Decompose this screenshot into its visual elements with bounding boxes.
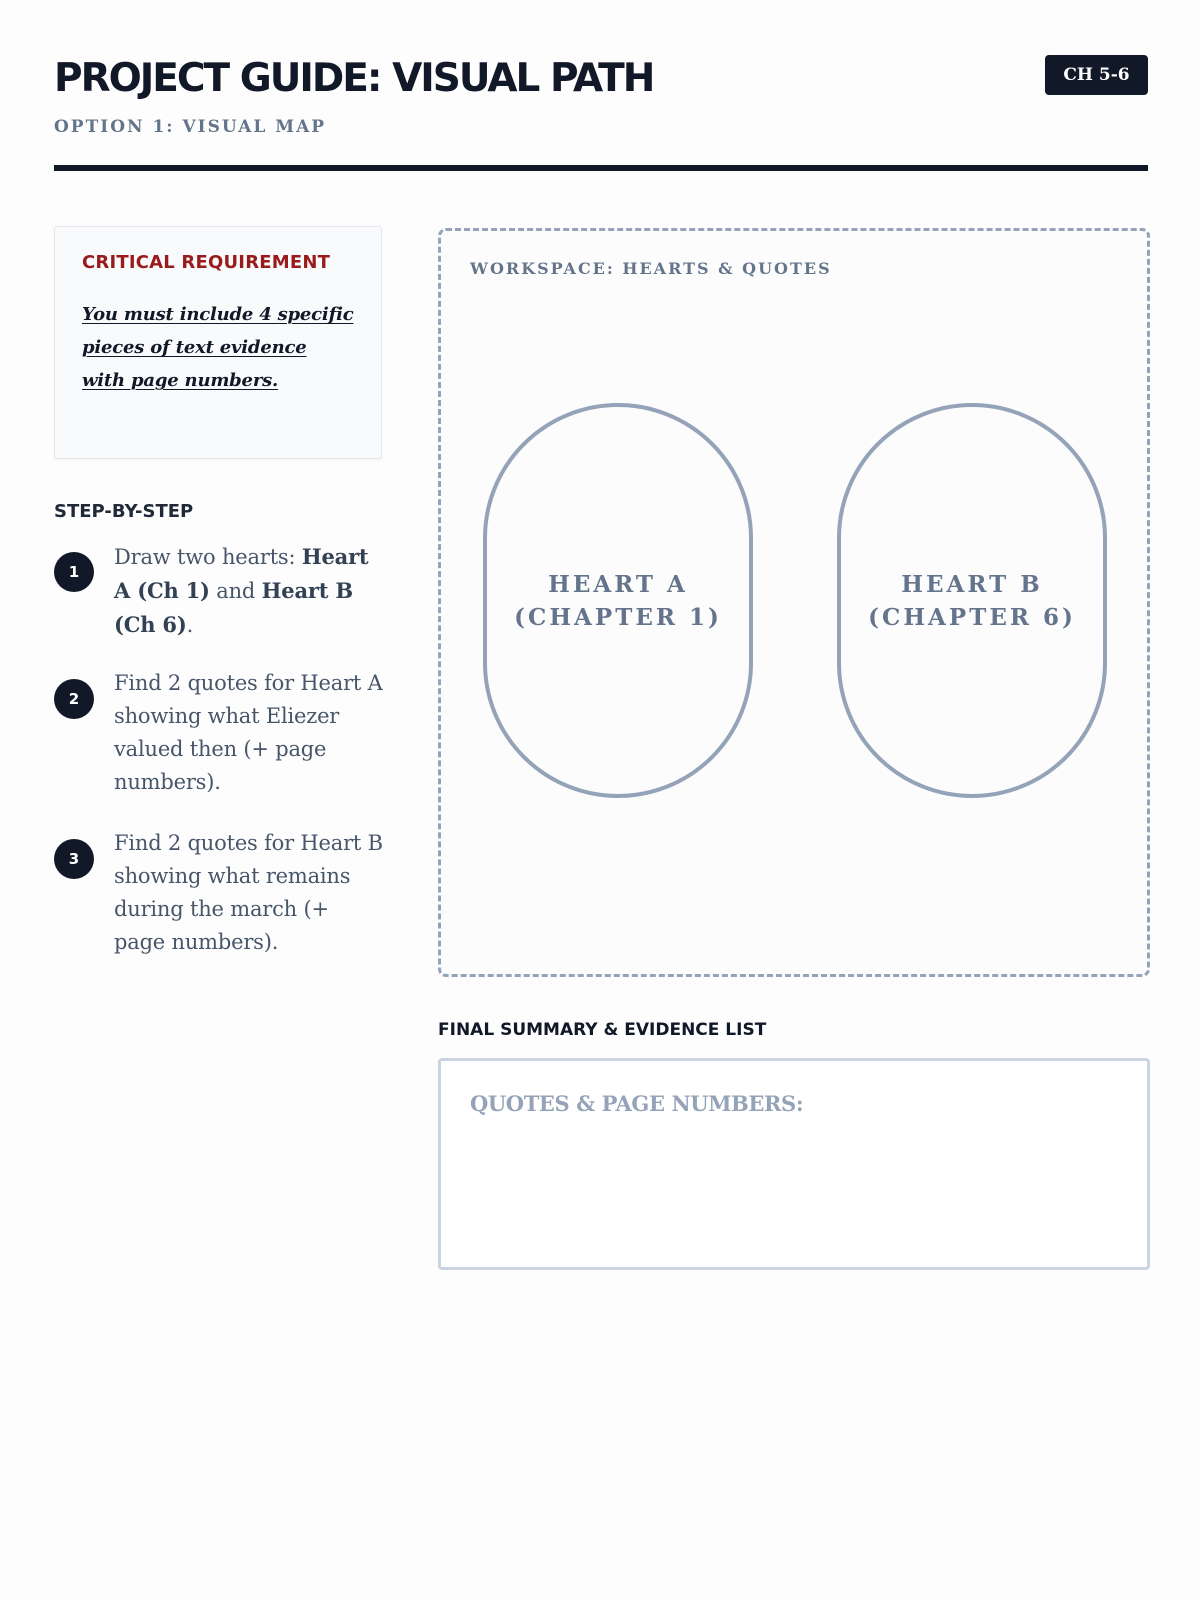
step-text-3: Find 2 quotes for Heart B showing what remains during the march (+ page numbers).	[114, 831, 383, 954]
step-1-text-part-2: and	[209, 579, 262, 603]
critical-requirement-title: CRITICAL REQUIREMENT	[82, 252, 331, 273]
step-1-text-part-1: Draw two hearts:	[114, 545, 302, 569]
step-number-1: 1	[54, 552, 94, 592]
step-number-2: 2	[54, 679, 94, 719]
quotes-page-numbers-label: QUOTES & PAGE NUMBERS:	[470, 1091, 804, 1116]
step-number-3: 3	[54, 839, 94, 879]
heart-a-label: HEART A (CHAPTER 1)	[514, 570, 722, 631]
document-header	[54, 55, 1148, 173]
steps-heading: STEP-BY-STEP	[54, 501, 194, 522]
chapter-badge: CH 5-6	[1045, 55, 1148, 95]
summary-heading: FINAL SUMMARY & EVIDENCE LIST	[438, 1020, 767, 1040]
heart-a-outline	[483, 403, 753, 798]
critical-requirement-text: You must include 4 specific pieces of text evidence with page numbers.	[82, 304, 354, 391]
step-1-text-part-3: .	[186, 613, 194, 637]
step-1-heart-a-text: Heart A (Ch 1)	[114, 544, 369, 603]
heart-b-outline	[837, 403, 1107, 798]
page-subtitle: OPTION 1: VISUAL MAP	[54, 117, 327, 137]
page-title: PROJECT GUIDE: VISUAL PATH	[54, 56, 654, 101]
heart-b-label: HEART B (CHAPTER 6)	[868, 570, 1076, 631]
header-divider	[54, 165, 1148, 171]
critical-requirement-box	[54, 226, 382, 459]
evidence-list-box	[438, 1058, 1150, 1270]
hearts-workspace	[438, 228, 1150, 977]
workspace-label: WORKSPACE: HEARTS & QUOTES	[470, 259, 832, 278]
step-text-1	[114, 540, 384, 642]
step-text-2: Find 2 quotes for Heart A showing what Eliezer valued then (+ page numbers).	[114, 671, 383, 794]
step-1-heart-b-text: Heart B (Ch 6)	[114, 578, 353, 637]
